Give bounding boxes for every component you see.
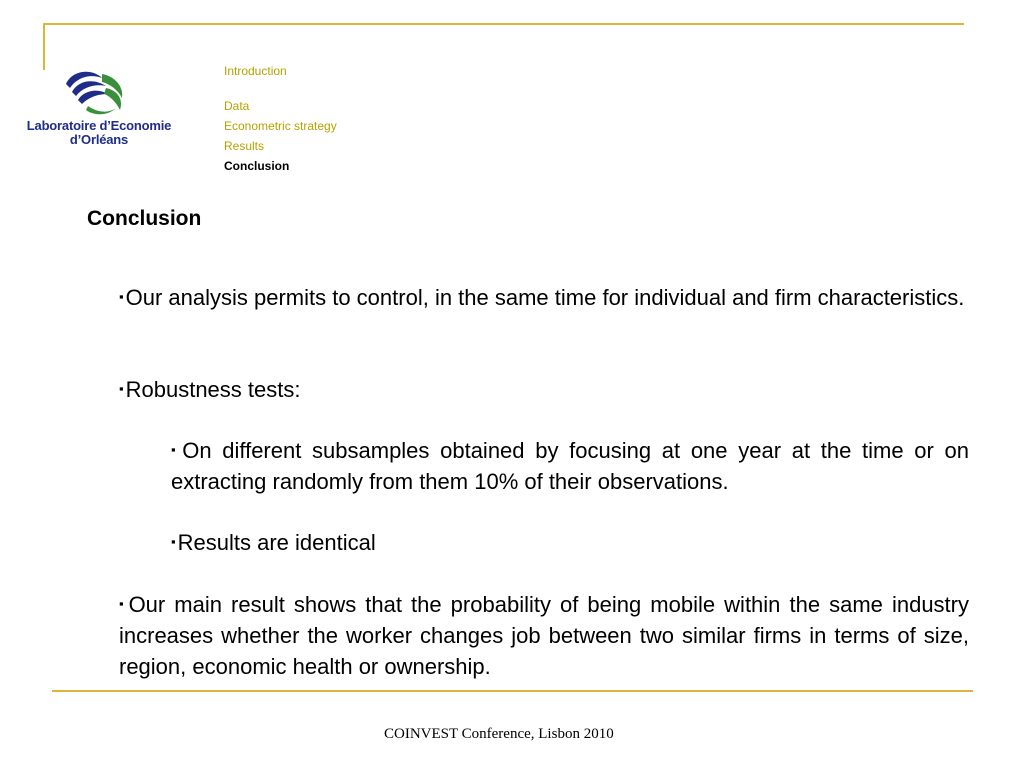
footer-text: COINVEST Conference, Lisbon 2010 [384,726,614,742]
bullet-text: Results are identical [177,530,376,555]
nav-item-data[interactable]: Data [224,99,250,113]
sub-bullet-item [171,434,969,497]
nav-item-results[interactable]: Results [224,139,265,153]
frame-left-line [43,23,45,70]
frame-bottom-line [52,690,973,692]
bullet-item [119,373,969,405]
nav-item-conclusion[interactable]: Conclusion [224,159,290,173]
bullet-text: Our main result shows that the probability of being mobile within the same industry increases whether the worker changes job between two similar firms in terms of size, region, economic health or ownership. [119,592,969,679]
bullet-marker-icon: ▪ [119,596,127,611]
frame-top-line [43,23,964,25]
nav-item-introduction[interactable]: Introduction [224,64,287,78]
nav-item-econometric-strategy[interactable]: Econometric strategy [224,119,337,133]
bullet-text: Our analysis permits to control, in the same time for individual and firm characteristics. [125,285,965,310]
logo-text-line1: Laboratoire d’Economie [26,118,172,133]
bullet-text: Robustness tests: [125,377,301,402]
bullet-item [119,281,969,313]
lab-logo-icon [62,66,132,118]
bullet-marker-icon: ▪ [119,289,124,304]
bullet-marker-icon: ▪ [171,442,181,457]
slide-title: Conclusion [87,207,202,230]
bullet-item [119,588,969,682]
lab-logo [18,66,180,150]
bullet-marker-icon: ▪ [171,534,176,549]
bullet-text: On different subsamples obtained by focusing at one year at the time or on extracting randomly from them 10% of their observations. [171,438,970,494]
bullet-marker-icon: ▪ [119,381,124,396]
logo-text-line2: d’Orléans [69,132,129,147]
sub-bullet-item [171,526,969,558]
